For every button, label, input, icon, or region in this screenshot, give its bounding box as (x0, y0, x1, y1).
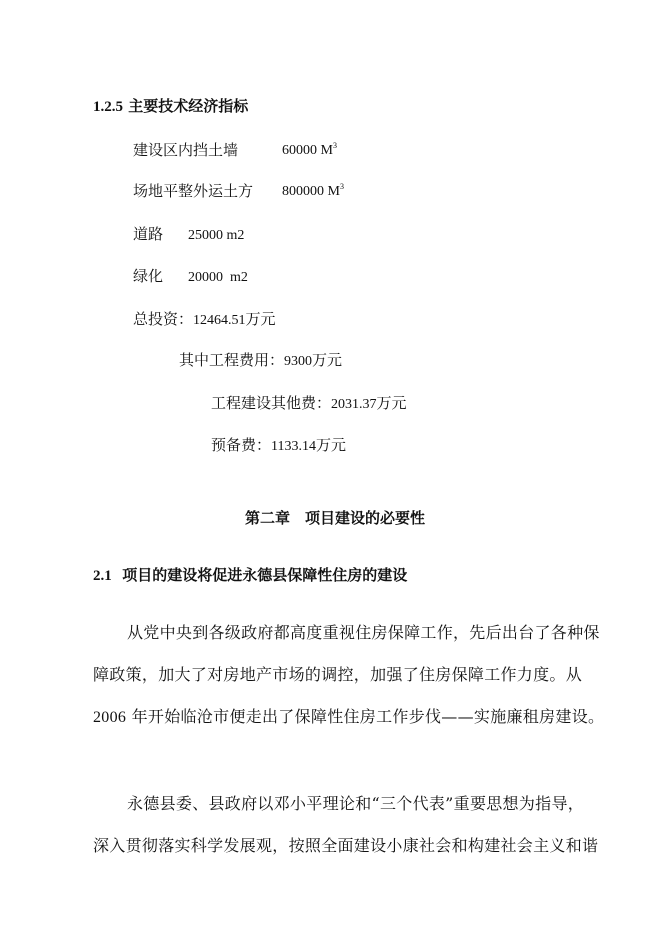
total-investment: 总投资：12464.51万元 (133, 310, 276, 328)
indicator-row-retaining-wall (133, 140, 238, 160)
indicator-row-greening (133, 266, 163, 286)
engineering-cost: 其中工程费用：9300万元 (179, 351, 343, 369)
section-heading-2-1 (93, 565, 407, 586)
indicator-label: 建设区内挡土墙 (133, 141, 239, 159)
indicator-label: 道路 (133, 225, 164, 243)
paragraph-1-line-1: 从党中央到各级政府都高度重视住房保障工作，先后出台了各种保 (127, 623, 600, 642)
indicator-value-road: 25000 m2 (188, 228, 245, 243)
section-number: 1.2.5 (93, 99, 123, 115)
paragraph-2-line-2: 深入贯彻落实科学发展观，按照全面建设小康社会和构建社会主义和谐 (93, 836, 599, 855)
indicator-value-retaining-wall: 60000 $M^3$ (282, 141, 337, 158)
chapter-title: 第二章 项目建设的必要性 (245, 509, 426, 527)
paragraph-1-line-2: 障政策，加大了对房地产市场的调控，加强了住房保障工作力度。从 (93, 665, 583, 684)
indicator-label: 场地平整外运土方 (133, 182, 254, 200)
other-construction-cost: 工程建设其他费：2031.37万元 (211, 394, 407, 412)
reserve-cost: 预备费：1133.14万元 (211, 436, 347, 454)
indicator-row-earthwork (133, 181, 253, 201)
section-heading-1-2-5 (93, 96, 248, 117)
indicator-row-road (133, 224, 163, 244)
paragraph-2-line-1: 永德县委、县政府以邓小平理论和“三个代表”重要思想为指导， (127, 794, 585, 813)
indicator-label: 绿化 (133, 267, 164, 285)
section-title: 项目的建设将促进永德县保障性住房的建设 (122, 566, 408, 584)
section-title: 主要技术经济指标 (128, 97, 249, 115)
paragraph-1-line-3: 2006 年开始临沧市便走出了保障性住房工作步伐——实施廉租房建设。 (93, 707, 605, 726)
indicator-value-earthwork: 800000 $M^3$ (282, 182, 344, 199)
indicator-value-greening: 20000 m2 (188, 270, 248, 285)
section-number: 2.1 (93, 568, 112, 584)
